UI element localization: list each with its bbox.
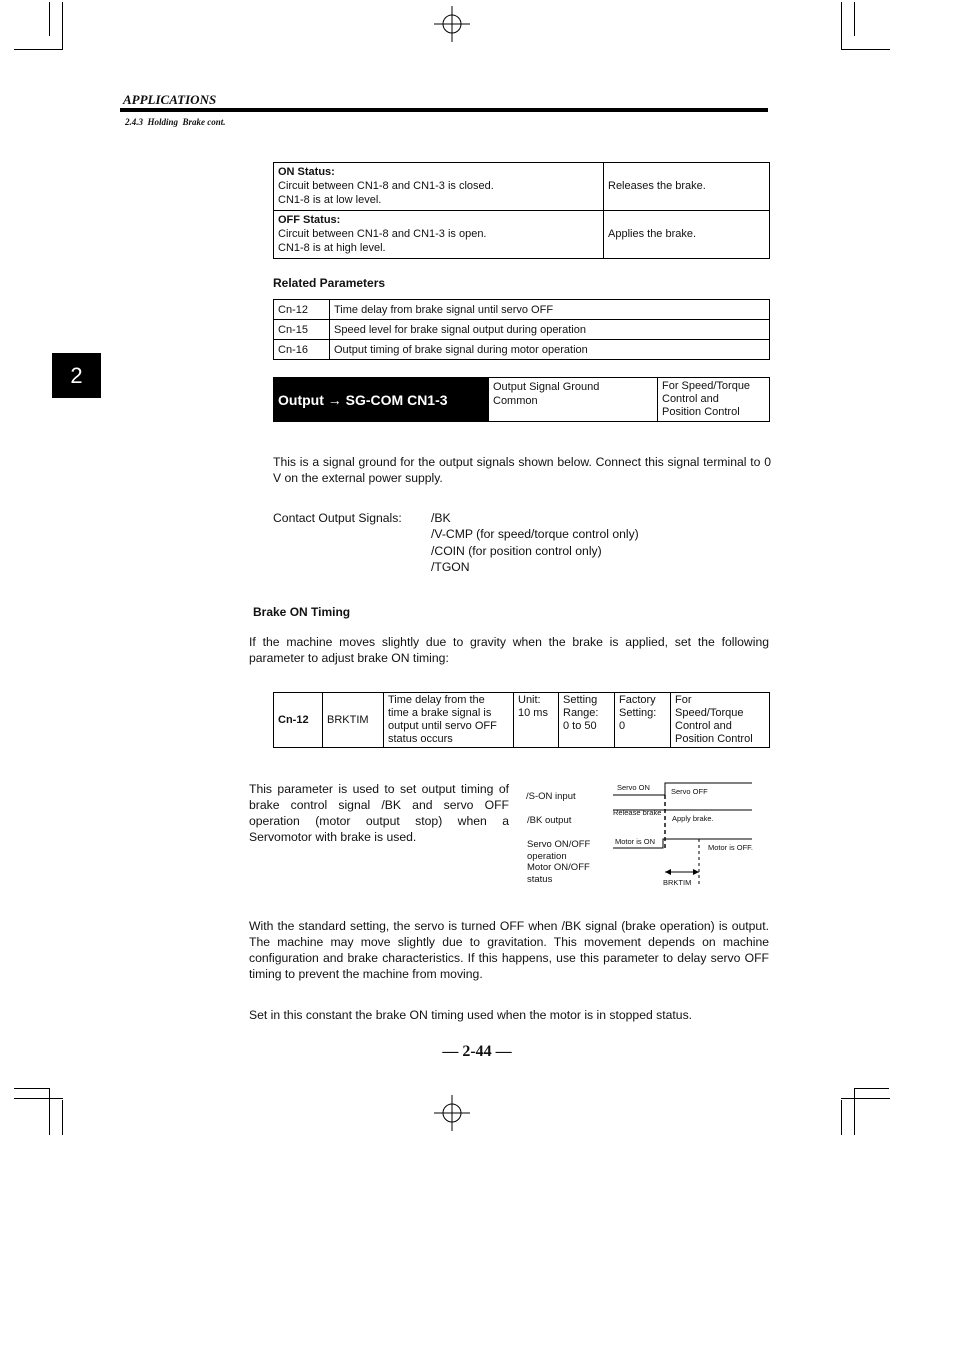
status-title: ON Status: bbox=[278, 166, 335, 178]
sig-label-line: status bbox=[527, 873, 553, 885]
list-item: /BK bbox=[431, 511, 451, 525]
param-name: BRKTIM bbox=[323, 693, 384, 748]
cell-line: Control and bbox=[675, 720, 732, 732]
cell-line: Position Control bbox=[675, 733, 753, 745]
status-result: Releases the brake. bbox=[604, 163, 770, 211]
cell-line: Setting: bbox=[619, 707, 657, 719]
ground-paragraph: This is a signal ground for the output signals shown below. Connect this signal terminal to 0 V on the external power supply. bbox=[273, 455, 771, 485]
status-line: Circuit between CN1-8 and CN1-3 is closed. bbox=[278, 180, 494, 192]
cell-line: output until servo OFF bbox=[388, 720, 497, 732]
status-condition bbox=[274, 211, 604, 259]
status-line: CN1-8 is at high level. bbox=[278, 242, 386, 254]
cell-line: status occurs bbox=[388, 733, 453, 745]
cell-line: 0 to 50 bbox=[563, 720, 597, 732]
param-desc: Speed level for brake signal output during operation bbox=[330, 320, 770, 340]
param-factory bbox=[615, 693, 671, 748]
motor-on-label: Motor is ON bbox=[615, 837, 656, 846]
apply-brake-label: Apply brake. bbox=[672, 814, 714, 823]
table-row bbox=[274, 211, 770, 259]
table-row bbox=[274, 163, 770, 211]
table-row bbox=[274, 300, 770, 320]
list-item: /COIN (for position control only) bbox=[431, 543, 602, 558]
table-row bbox=[274, 693, 770, 748]
sig-label-servo-motor bbox=[527, 839, 590, 885]
servo-on-label: Servo ON bbox=[617, 783, 650, 792]
registration-mark-top bbox=[434, 6, 470, 42]
status-table bbox=[273, 162, 770, 259]
cell-line: Factory bbox=[619, 694, 656, 706]
brktim-table bbox=[273, 692, 770, 748]
cell-line: Speed/Torque bbox=[675, 707, 744, 719]
sig-label-line: Motor ON/OFF bbox=[527, 862, 590, 873]
motor-off-label: Motor is OFF. bbox=[708, 843, 754, 852]
list-item: /V-CMP (for speed/torque control only) bbox=[431, 527, 639, 542]
contact-outputs-label: Contact Output Signals: bbox=[273, 511, 402, 525]
registration-mark-bottom bbox=[434, 1095, 470, 1131]
sig-label-line: Servo ON/OFF bbox=[527, 839, 591, 850]
signal-mode-line: Control and bbox=[662, 393, 719, 405]
signal-name bbox=[489, 378, 658, 421]
cell-line: time a brake signal is bbox=[388, 707, 492, 719]
param-desc: Output timing of brake signal during motor operation bbox=[330, 340, 770, 360]
signal-box bbox=[273, 377, 770, 422]
related-params-table bbox=[273, 299, 770, 360]
cell-line: 10 ms bbox=[518, 707, 548, 719]
signal-title: Output → SG-COM CN1-3 bbox=[274, 378, 489, 421]
param-code: Cn-16 bbox=[274, 340, 330, 360]
sig-label-bk: /BK output bbox=[527, 815, 572, 826]
chapter-tab: 2 bbox=[52, 353, 101, 398]
status-line: Circuit between CN1-8 and CN1-3 is open. bbox=[278, 228, 487, 240]
constant-paragraph: Set in this constant the brake ON timing used when the motor is in stopped status. bbox=[249, 1008, 693, 1022]
cell-line: Range: bbox=[563, 707, 599, 719]
table-row bbox=[274, 320, 770, 340]
list-item: /TGON bbox=[431, 559, 470, 574]
header-rule bbox=[120, 108, 768, 112]
param-unit bbox=[514, 693, 559, 748]
status-condition bbox=[274, 163, 604, 211]
contact-outputs-list bbox=[431, 510, 639, 575]
param-desc bbox=[384, 693, 514, 748]
status-title: OFF Status: bbox=[278, 214, 341, 226]
table-row bbox=[274, 340, 770, 360]
sig-label-line: operation bbox=[527, 850, 567, 862]
param-code: Cn-12 bbox=[274, 300, 330, 320]
servo-off-label: Servo OFF bbox=[671, 787, 708, 796]
brake-on-timing-intro: If the machine moves slightly due to gravity when the brake is applied, set the following parameter to adjust brake ON timing: bbox=[249, 635, 769, 665]
release-brake-label: Release brake bbox=[613, 808, 662, 817]
standard-setting-paragraph: With the standard setting, the servo is turned OFF when /BK signal (brake operation) is output. The machine may move slightly due to gravitation. This movement depends on machine configuration and brake characteristics. If this happens, use this parameter to delay servo OFF timing to prevent the machine from moving. bbox=[249, 919, 769, 981]
param-code: Cn-12 bbox=[274, 693, 323, 748]
cell-line: 0 bbox=[619, 720, 626, 732]
cell-line: Setting bbox=[563, 694, 598, 706]
param-code: Cn-15 bbox=[274, 320, 330, 340]
signal-mode-line: For Speed/Torque bbox=[662, 380, 751, 392]
subsection-title: 2.4.3 Holding Brake cont. bbox=[125, 117, 226, 127]
cell-line: Unit: bbox=[518, 694, 541, 706]
section-title: APPLICATIONS bbox=[123, 92, 217, 107]
status-line: CN1-8 is at low level. bbox=[278, 194, 382, 206]
param-use-paragraph: This parameter is used to set output timing of brake control signal /BK and servo OFF operation (motor output stop) when a Servomotor with brake is used. bbox=[249, 782, 509, 844]
status-result: Applies the brake. bbox=[604, 211, 770, 259]
signal-mode bbox=[658, 378, 769, 421]
related-params-heading: Related Parameters bbox=[273, 276, 386, 290]
signal-name-line: Output Signal Ground bbox=[493, 381, 600, 393]
cell-line: Time delay from the bbox=[388, 694, 485, 706]
signal-mode-line: Position Control bbox=[662, 406, 740, 418]
page-number: — 2-44 — bbox=[442, 1043, 512, 1060]
sig-label-son: /S-ON input bbox=[526, 791, 576, 802]
brake-on-timing-heading: Brake ON Timing bbox=[253, 605, 351, 619]
param-desc: Time delay from brake signal until servo OFF bbox=[330, 300, 770, 320]
param-range bbox=[559, 693, 615, 748]
cell-line: For bbox=[675, 694, 692, 706]
param-mode bbox=[671, 693, 770, 748]
brktim-label: BRKTIM bbox=[663, 878, 692, 887]
signal-name-line: Common bbox=[493, 395, 538, 407]
